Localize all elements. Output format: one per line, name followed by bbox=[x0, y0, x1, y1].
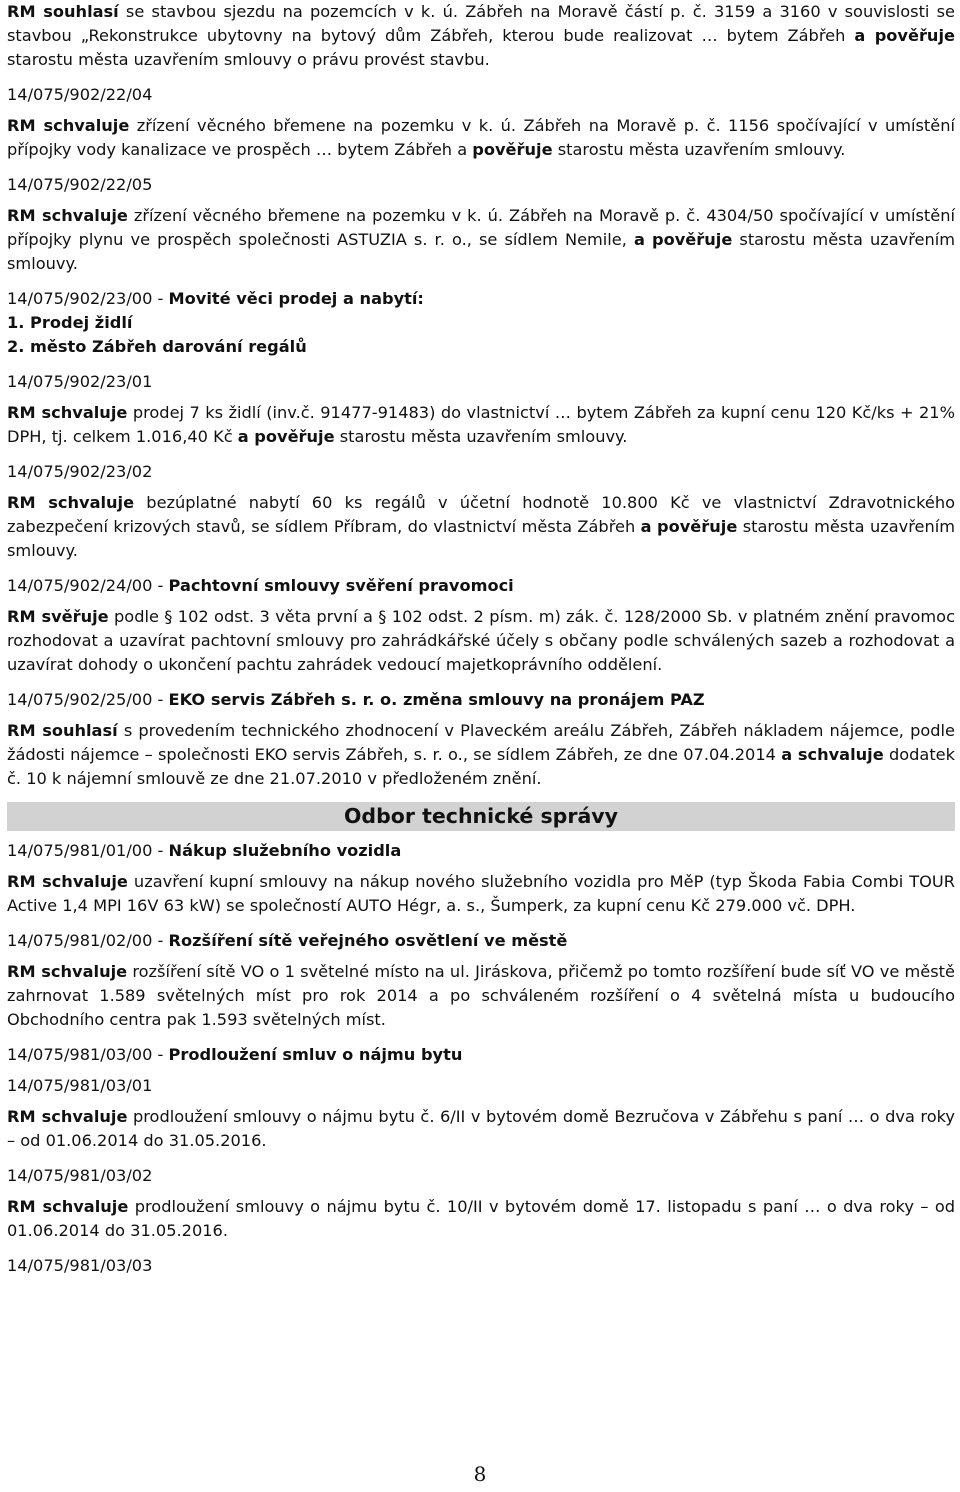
resolution-text: starostu města uzavřením smlouvy. bbox=[552, 140, 846, 159]
resolution-title: Nákup služebního vozidla bbox=[168, 841, 402, 860]
rm-verb: pověřuje bbox=[652, 230, 733, 249]
rm-verb: pověřuje bbox=[472, 140, 553, 159]
rm-verb: RM souhlasí bbox=[7, 2, 119, 21]
rm-verb: a pověřuje bbox=[237, 427, 335, 446]
resolution-text: prodloužení smlouvy o nájmu bytu č. 10/II v bytovém domě 17. listopadu s paní … o dva roky – od 01.06.2014 do 31.05.2016. bbox=[7, 1197, 955, 1240]
resolution-text: zřízení věcného břemene na pozemku v k. ú. Zábřeh na Moravě p. č. 4304/50 spočívající v umístění přípojky plynu ve prospěch společnosti ASTUZIA s. r. o., se sídlem Nemile, bbox=[7, 206, 955, 249]
resolution-number: 14/075/902/24/00 - bbox=[7, 576, 169, 595]
resolution-number: 14/075/902/22/04 bbox=[7, 85, 153, 104]
rm-verb: a schvaluje bbox=[781, 745, 884, 764]
resolution-text: se stavbou sjezdu na pozemcích v k. ú. Zábřeh na Moravě částí p. č. 3159 a 3160 v souvislosti se stavbou „Rekonstrukce ubytovny na bytový dům Zábřeh, kterou bude realizovat … bytem Zábřeh bbox=[7, 2, 956, 45]
rm-verb: a pověřuje bbox=[854, 26, 955, 45]
resolution-text: starostu města uzavřením smlouvy o právu provést stavbu. bbox=[7, 50, 490, 69]
resolution-text: rozšíření sítě VO o 1 světelné místo na ul. Jiráskova, přičemž po tomto rozšíření bude síť VO ve městě zahrnovat 1.589 světelných míst pro rok 2014 a po schváleném rozšíření o 4 světelná místa u budoucího Obchodního centra pak 1.593 světelných míst. bbox=[7, 962, 955, 1029]
rm-verb: RM svěřuje bbox=[7, 607, 109, 626]
rm-verb: RM schvaluje bbox=[7, 403, 128, 422]
page-number: 8 bbox=[473, 1462, 487, 1486]
resolution-heading bbox=[7, 839, 955, 863]
resolution-paragraph bbox=[7, 114, 955, 162]
resolution-text: starostu města uzavřením smlouvy. bbox=[7, 230, 955, 273]
resolution-heading bbox=[7, 574, 955, 598]
rm-verb: RM schvaluje bbox=[7, 493, 135, 512]
rm-verb: RM schvaluje bbox=[7, 1197, 129, 1216]
resolution-paragraph bbox=[7, 0, 955, 72]
rm-verb: a bbox=[634, 230, 645, 249]
resolution-number: 14/075/981/01/00 - bbox=[7, 841, 169, 860]
resolution-title: Pachtovní smlouvy svěření pravomoci bbox=[168, 576, 514, 595]
resolution-text: prodloužení smlouvy o nájmu bytu č. 6/II v bytovém domě Bezručova v Zábřehu s paní … o dva roky – od 01.06.2014 do 31.05.2016. bbox=[7, 1107, 955, 1150]
resolution-number: 14/075/902/23/02 bbox=[7, 462, 153, 481]
resolution-heading bbox=[7, 287, 955, 311]
resolution-paragraph bbox=[7, 401, 955, 449]
resolution-paragraph bbox=[7, 491, 955, 563]
document-body bbox=[7, 0, 955, 1285]
rm-verb: RM schvaluje bbox=[7, 116, 130, 135]
resolution-text: dodatek č. 10 k nájemní smlouvě ze dne 21.07.2010 v předloženém znění. bbox=[7, 745, 956, 788]
resolution-paragraph bbox=[7, 1105, 955, 1153]
resolution-text: podle § 102 odst. 3 věta první a § 102 odst. 2 písm. m) zák. č. 128/2000 Sb. v platném znění pravomoc rozhodovat a uzavírat pachtovní smlouvy pro zahrádkářské účely s občany podle schválených sazeb a rozhodovat a uzavírat dohody o ukončení pachtu zahrádek vedoucí majetkoprávního oddělení. bbox=[7, 607, 955, 674]
resolution-heading bbox=[7, 688, 955, 712]
rm-verb: RM schvaluje bbox=[7, 962, 128, 981]
resolution-text: starostu města uzavřením smlouvy. bbox=[334, 427, 628, 446]
rm-verb: a bbox=[640, 517, 652, 536]
resolution-heading bbox=[7, 1043, 955, 1067]
list-item: 1. Prodej židlí bbox=[7, 313, 133, 332]
resolution-paragraph bbox=[7, 719, 955, 791]
resolution-text: bezúplatné nabytí 60 ks regálů v účetní hodnotě 10.800 Kč ve vlastnictví Zdravotnického zabezpečení krizových stavů, se sídlem Příbram, do vlastnictví města Zábřeh bbox=[7, 493, 955, 536]
resolution-number: 14/075/981/02/00 - bbox=[7, 931, 169, 950]
resolution-text: zřízení věcného břemene na pozemku v k. ú. Zábřeh na Moravě p. č. 1156 spočívající v umístění přípojky vody kanalizace ve prospěch … bytem Zábřeh a bbox=[7, 116, 955, 159]
resolution-heading bbox=[7, 929, 955, 953]
resolution-paragraph bbox=[7, 960, 955, 1032]
resolution-number: 14/075/981/03/03 bbox=[7, 1256, 153, 1275]
list-item: 2. město Zábřeh darování regálů bbox=[7, 337, 307, 356]
section-heading: Odbor technické správy bbox=[7, 802, 955, 831]
rm-verb: pověřuje bbox=[657, 517, 738, 536]
resolution-number: 14/075/902/23/01 bbox=[7, 372, 153, 391]
resolution-paragraph bbox=[7, 204, 955, 276]
resolution-number: 14/075/902/25/00 - bbox=[7, 690, 169, 709]
resolution-text: s provedením technického zhodnocení v Plaveckém areálu Zábřeh, Zábřeh nákladem nájemce, podle žádosti nájemce – společnosti EKO servis Zábřeh, s. r. o., se sídlem Zábřeh, ze dne 07.04.2014 bbox=[7, 721, 955, 764]
rm-verb: RM schvaluje bbox=[7, 1107, 128, 1126]
resolution-text: starostu města uzavřením smlouvy. bbox=[7, 517, 955, 560]
resolution-text: uzavření kupní smlouvy na nákup nového služebního vozidla pro MěP (typ Škoda Fabia Combi TOUR Active 1,4 MPI 16V 63 kW) se společností AUTO Hégr, a. s., Šumperk, za kupní cenu Kč 279.000 vč. DPH. bbox=[7, 872, 955, 915]
resolution-number: 14/075/902/23/00 - bbox=[7, 289, 169, 308]
resolution-number: 14/075/902/22/05 bbox=[7, 175, 153, 194]
resolution-number: 14/075/981/03/00 - bbox=[7, 1045, 169, 1064]
resolution-title: Prodloužení smluv o nájmu bytu bbox=[168, 1045, 463, 1064]
resolution-title: EKO servis Zábřeh s. r. o. změna smlouvy na pronájem PAZ bbox=[168, 690, 705, 709]
resolution-text: prodej 7 ks židlí (inv.č. 91477-91483) do vlastnictví … bytem Zábřeh za kupní cenu 120 Kč/ks + 21% DPH, tj. celkem 1.016,40 Kč bbox=[7, 403, 955, 446]
rm-verb: RM souhlasí bbox=[7, 721, 118, 740]
resolution-paragraph bbox=[7, 870, 955, 918]
resolution-paragraph bbox=[7, 605, 955, 677]
resolution-number: 14/075/981/03/02 bbox=[7, 1166, 153, 1185]
rm-verb: RM schvaluje bbox=[7, 872, 128, 891]
resolution-paragraph bbox=[7, 1195, 955, 1243]
resolution-title: Rozšíření sítě veřejného osvětlení ve městě bbox=[168, 931, 568, 950]
resolution-number: 14/075/981/03/01 bbox=[7, 1076, 153, 1095]
resolution-title: Movité věci prodej a nabytí: bbox=[168, 289, 424, 308]
rm-verb: RM schvaluje bbox=[7, 206, 128, 225]
